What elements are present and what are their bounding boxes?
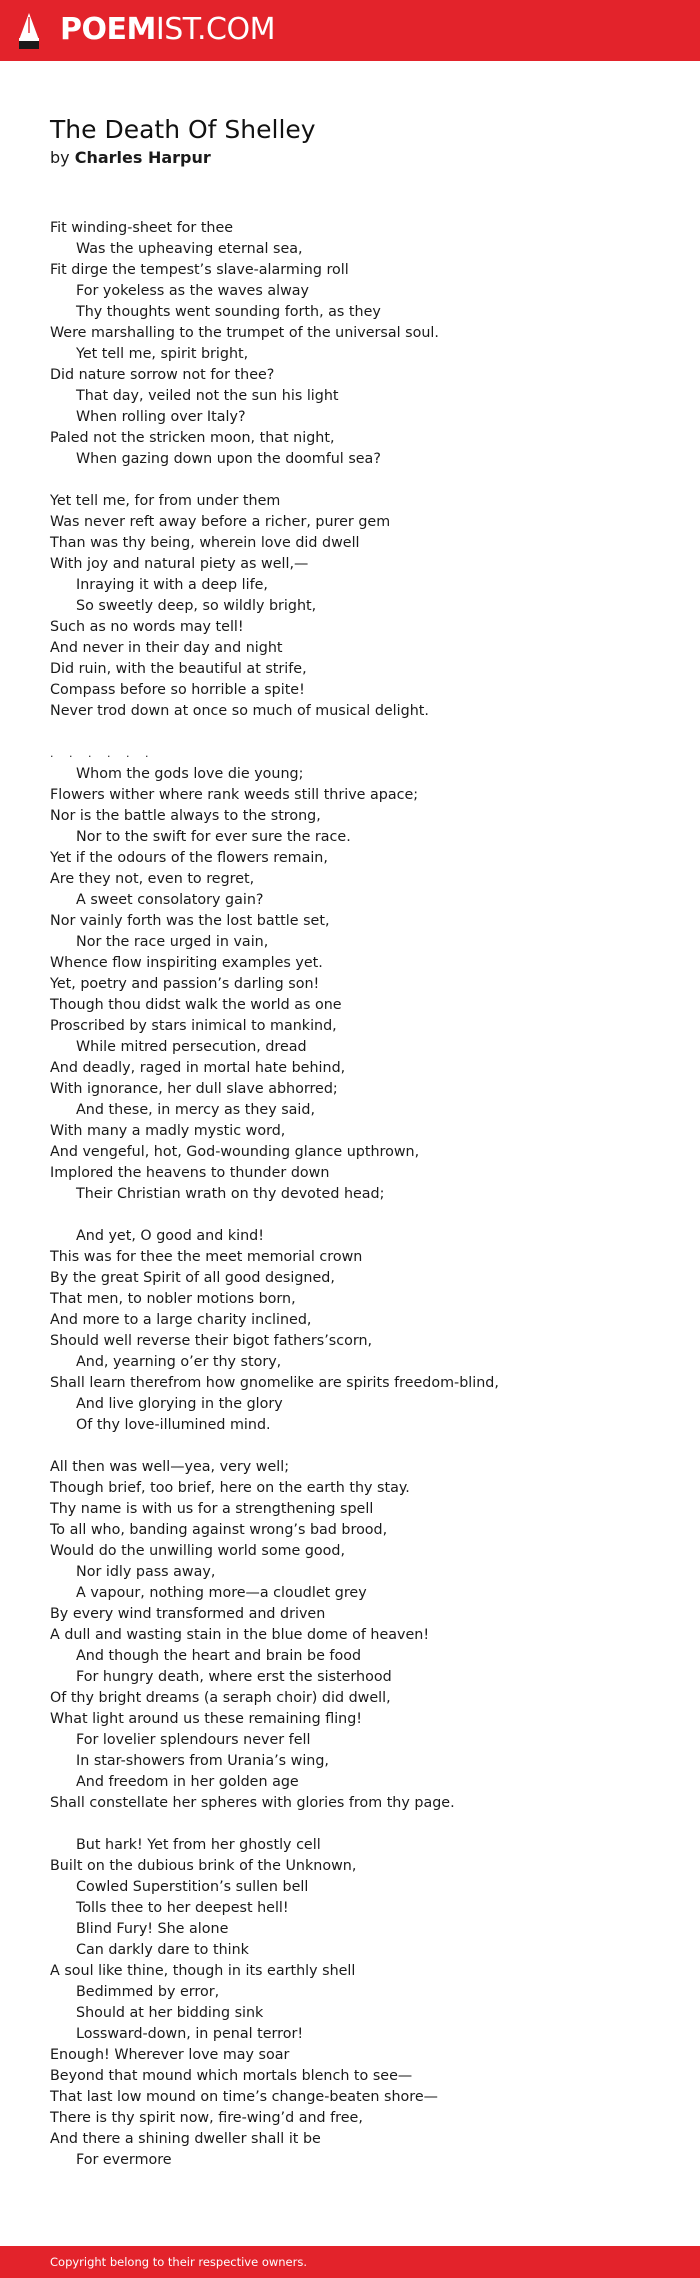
poem-line: Nor the race urged in vain,: [76, 934, 269, 950]
poem-line: Beyond that mound which mortals blench to see—: [50, 2068, 413, 2084]
poem-line: A sweet consolatory gain?: [76, 892, 264, 908]
poem-line: Yet, poetry and passion’s darling son!: [50, 976, 320, 992]
poem-line: For evermore: [76, 2152, 172, 2168]
poem-line: And, yearning o’er thy story,: [76, 1354, 282, 1370]
site-footer: [0, 2246, 700, 2278]
poem-line: Shall learn therefrom how gnomelike are spirits freedom-blind,: [50, 1375, 499, 1391]
poem-line: That day, veiled not the sun his light: [76, 388, 339, 404]
poem-line: All then was well—yea, very well;: [50, 1459, 290, 1475]
poem-line: Though thou didst walk the world as one: [50, 997, 342, 1013]
poem-line: Nor to the swift for ever sure the race.: [76, 829, 351, 845]
poem-line: Blind Fury! She alone: [76, 1921, 229, 1937]
logo-bold-text: POEM: [60, 12, 156, 47]
poem-line: Fit dirge the tempest’s slave-alarming roll: [50, 262, 349, 278]
poem-line: Did nature sorrow not for thee?: [50, 367, 275, 383]
stanza-break: [50, 1436, 670, 1457]
stanza-break: [50, 722, 670, 743]
poem-author: Charles Harpur: [74, 148, 211, 167]
poem-line: Proscribed by stars inimical to mankind,: [50, 1018, 337, 1034]
site-header: [0, 0, 700, 61]
poem-line: And deadly, raged in mortal hate behind,: [50, 1060, 346, 1076]
by-label: by: [50, 148, 70, 167]
poem-line: Fit winding-sheet for thee: [50, 220, 234, 236]
poem-line: For lovelier splendours never fell: [76, 1732, 311, 1748]
poem-line: Can darkly dare to think: [76, 1942, 249, 1958]
poem-line: Tolls thee to her deepest hell!: [76, 1900, 289, 1916]
poem-line: Such as no words may tell!: [50, 619, 244, 635]
poem-line: To all who, banding against wrong’s bad brood,: [50, 1522, 388, 1538]
poem-line: Of thy love-illumined mind.: [76, 1417, 271, 1433]
poem-line: Inraying it with a deep life,: [76, 577, 268, 593]
poem-line: Shall constellate her spheres with glories from thy page.: [50, 1795, 455, 1811]
pen-nib-icon: [18, 13, 40, 49]
poem-body: [50, 218, 670, 2171]
poem-line: With joy and natural piety as well,—: [50, 556, 309, 572]
poem-line: By the great Spirit of all good designed,: [50, 1270, 335, 1286]
poem-line: Than was thy being, wherein love did dwell: [50, 535, 360, 551]
logo-rest-text: IST.COM: [155, 12, 275, 47]
poem-line: Compass before so horrible a spite!: [50, 682, 305, 698]
poem-line: . . . . . .: [50, 747, 155, 760]
poem-line: And freedom in her golden age: [76, 1774, 299, 1790]
poem-line: But hark! Yet from her ghostly cell: [76, 1837, 321, 1853]
poem-line: A soul like thine, though in its earthly shell: [50, 1963, 356, 1979]
poem-line: Did ruin, with the beautiful at strife,: [50, 661, 307, 677]
poem-line: Are they not, even to regret,: [50, 871, 255, 887]
poem-line: Nor idly pass away,: [76, 1564, 216, 1580]
poem-line: This was for thee the meet memorial crown: [50, 1249, 363, 1265]
poem-line: And vengeful, hot, God-wounding glance upthrown,: [50, 1144, 420, 1160]
poem-line: Implored the heavens to thunder down: [50, 1165, 330, 1181]
poem-line: Enough! Wherever love may soar: [50, 2047, 290, 2063]
poem-line: Should at her bidding sink: [76, 2005, 264, 2021]
poem-line: Never trod down at once so much of musical delight.: [50, 703, 429, 719]
poem-line: Of thy bright dreams (a seraph choir) did dwell,: [50, 1690, 391, 1706]
poem-line: For hungry death, where erst the sisterhood: [76, 1669, 392, 1685]
poem-line: Yet if the odours of the flowers remain,: [50, 850, 328, 866]
poem-line: For yokeless as the waves alway: [76, 283, 309, 299]
poem-line: Were marshalling to the trumpet of the universal soul.: [50, 325, 439, 341]
poem-line: With ignorance, her dull slave abhorred;: [50, 1081, 338, 1097]
site-logo[interactable]: [60, 12, 275, 48]
poem-line: That men, to nobler motions born,: [50, 1291, 296, 1307]
poem-line: Bedimmed by error,: [76, 1984, 220, 2000]
poem-line: Built on the dubious brink of the Unknown,: [50, 1858, 357, 1874]
poem-line: Paled not the stricken moon, that night,: [50, 430, 335, 446]
poem-byline: [50, 147, 211, 169]
stanza-break: [50, 470, 670, 491]
poem-line: Thy name is with us for a strengthening spell: [50, 1501, 374, 1517]
poem-line: Nor vainly forth was the lost battle set,: [50, 913, 330, 929]
poem-line: Yet tell me, spirit bright,: [76, 346, 249, 362]
poem-line: Thy thoughts went sounding forth, as they: [76, 304, 381, 320]
poem-line: Nor is the battle always to the strong,: [50, 808, 321, 824]
poem-line: A dull and wasting stain in the blue dome of heaven!: [50, 1627, 430, 1643]
poem-line: Cowled Superstition’s sullen bell: [76, 1879, 309, 1895]
poem-line: In star-showers from Urania’s wing,: [76, 1753, 329, 1769]
poem-line: And though the heart and brain be food: [76, 1648, 362, 1664]
poem-line: That last low mound on time’s change-beaten shore—: [50, 2089, 438, 2105]
stanza-break: [50, 1205, 670, 1226]
poem-line: And never in their day and night: [50, 640, 283, 656]
poem-line: When rolling over Italy?: [76, 409, 246, 425]
poem-line: Was the upheaving eternal sea,: [76, 241, 303, 257]
poem-line: By every wind transformed and driven: [50, 1606, 326, 1622]
poem-line: Though brief, too brief, here on the earth thy stay.: [50, 1480, 410, 1496]
poem-line: With many a madly mystic word,: [50, 1123, 286, 1139]
poem-line: Flowers wither where rank weeds still thrive apace;: [50, 787, 419, 803]
poem-line: While mitred persecution, dread: [76, 1039, 307, 1055]
poem-line: A vapour, nothing more—a cloudlet grey: [76, 1585, 367, 1601]
poem-line: And these, in mercy as they said,: [76, 1102, 316, 1118]
poem-line: And there a shining dweller shall it be: [50, 2131, 321, 2147]
poem-line: And more to a large charity inclined,: [50, 1312, 312, 1328]
poem-line: What light around us these remaining fling!: [50, 1711, 363, 1727]
poem-line: Should well reverse their bigot fathers’scorn,: [50, 1333, 373, 1349]
poem-line: And live glorying in the glory: [76, 1396, 283, 1412]
poem-line: There is thy spirit now, fire-wing’d and free,: [50, 2110, 363, 2126]
poem-title: The Death Of Shelley: [50, 115, 316, 144]
poem-line: Whom the gods love die young;: [76, 766, 304, 782]
poem-line: Whence flow inspiriting examples yet.: [50, 955, 323, 971]
poem-line: Yet tell me, for from under them: [50, 493, 281, 509]
poem-line: Their Christian wrath on thy devoted head;: [76, 1186, 385, 1202]
poem-line: So sweetly deep, so wildly bright,: [76, 598, 317, 614]
poem-line: Lossward-down, in penal terror!: [76, 2026, 304, 2042]
poem-line: Would do the unwilling world some good,: [50, 1543, 346, 1559]
poem-line: Was never reft away before a richer, purer gem: [50, 514, 391, 530]
poem-line: And yet, O good and kind!: [76, 1228, 264, 1244]
poem-line: When gazing down upon the doomful sea?: [76, 451, 381, 467]
copyright-text: Copyright belong to their respective owners.: [50, 2255, 308, 2269]
stanza-break: [50, 1814, 670, 1835]
